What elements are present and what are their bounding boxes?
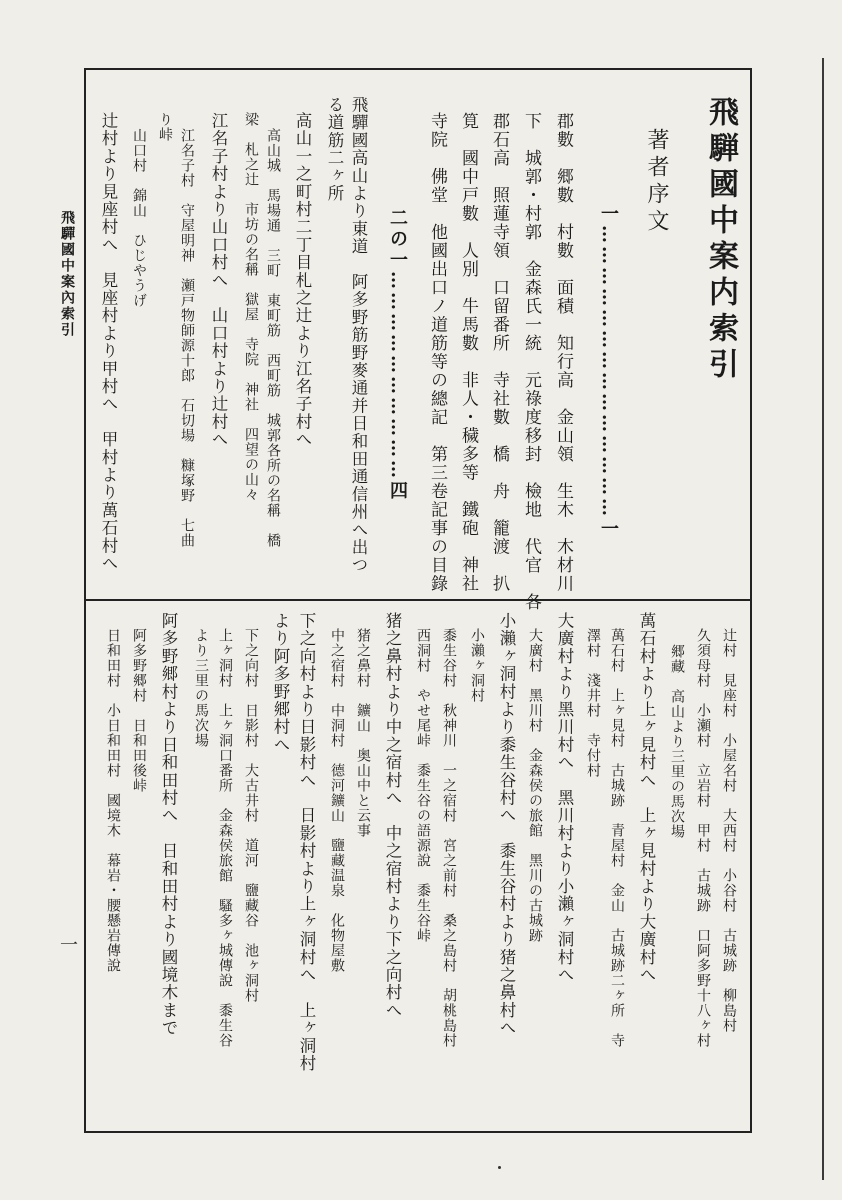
facing-page-rule: [822, 58, 824, 1180]
contents-line: る道筋二ヶ所: [325, 96, 344, 203]
page-title: 飛騨國中案内索引: [703, 96, 738, 384]
contents-line: 阿多野郷村 日和田後峠: [131, 628, 147, 793]
contents-line: 辻村 見座村 小屋名村 大西村 小谷村 古城跡 柳島村: [721, 628, 737, 1033]
running-header: 飛驒國中案內索引: [59, 210, 75, 338]
contents-line: 高山一之町村二丁目札之辻より江名子村へ: [293, 112, 312, 449]
contents-line: 高山城 馬場通 三町 東町筋 西町筋 城郭各所の名稱 橋: [265, 128, 281, 548]
contents-line: 山口村 錦山 ひじやうげ: [131, 128, 147, 308]
contents-line: 梁 札之辻 市坊の名稱 獄屋 寺院 神社 四望の山々: [243, 112, 259, 502]
contents-line: 小瀨ヶ洞村: [469, 628, 485, 703]
contents-line: 下 城郭・村郭 金森氏一統 元祿度移封 檢地 代官 各: [521, 112, 541, 612]
contents-line: 黍生谷村 秋神川 一之宿村 宮之前村 桑之島村 胡桃島村: [441, 628, 457, 1048]
page-number: 一: [57, 935, 78, 953]
contents-line: 西洞村 やせ尾峠 黍生谷の語源說 黍生谷峠: [415, 628, 431, 943]
contents-line: 下之向村より日影村へ 日影村より上ヶ洞村へ 上ヶ洞村: [297, 612, 316, 1073]
contents-line: 飛驒國高山より東道 阿多野筋野麥通并日和田通信州へ出つ: [349, 96, 368, 574]
contents-line: 上ヶ洞村 上ヶ洞口番所 金森侯旅館 騷多ヶ城傳說 黍生谷: [217, 628, 233, 1048]
contents-line: 萬石村 上ヶ見村 古城跡 青屋村 金山 古城跡二ヶ所 寺: [609, 628, 625, 1048]
contents-line: 日和田村 小日和田村 國境木 幕岩・腰懸岩傳說: [105, 628, 121, 973]
contents-line: 下之向村 日影村 大古井村 道河 鹽藏谷 池ヶ洞村: [243, 628, 259, 1003]
contents-line: 筧 國中戸數 人別 牛馬數 非人・穢多等 鐵砲 神社: [458, 112, 478, 593]
contents-line: 江名子村より山口村へ 山口村より辻村へ: [209, 112, 228, 449]
contents-line: 小瀨ヶ洞村より黍生谷村へ 黍生谷村より猪之鼻村へ: [497, 612, 516, 1037]
section-heading-2: 二の一…………………………四: [387, 208, 408, 502]
contents-line: 猪之鼻村より中之宿村へ 中之宿村より下之向村へ: [383, 612, 402, 1020]
section-heading-1: 一……………………………………一: [598, 204, 619, 540]
contents-line: 郷藏 高山より三里の馬次場: [669, 644, 685, 839]
contents-line: 大廣村より黑川村へ 黑川村より小瀨ヶ洞村へ: [555, 612, 574, 984]
contents-line: 辻村より見座村へ 見座村より甲村へ 甲村より萬石村へ: [99, 112, 118, 573]
contents-line: 江名子村 守屋明神 瀬戸物師源十郎 石切場 糠塚野 七曲: [179, 128, 195, 548]
contents-line: 萬石村より上ヶ見村へ 上ヶ見村より大廣村へ: [637, 612, 656, 984]
contents-line: 澤村 淺井村 寺付村: [585, 628, 601, 778]
ink-speck: [498, 1166, 501, 1169]
contents-line: 阿多野郷村より日和田村へ 日和田村より國境木まで: [159, 612, 178, 1037]
contents-line: 猪之鼻村 鑛山 奥山中と云事: [355, 628, 371, 838]
contents-line: 中之宿村 中洞村 德河鑛山 鹽藏温泉 化物屋敷: [329, 628, 345, 973]
contents-line: 郡數 郷數 村數 面積 知行高 金山領 生木 木材川: [553, 112, 573, 593]
contents-line: 大廣村 黑川村 金森侯の旅館 黑川の古城跡: [527, 628, 543, 943]
contents-line: より阿多野郷村へ: [271, 612, 290, 754]
horizontal-divider: [84, 599, 752, 601]
contents-line: 寺院 佛堂 他國出口ノ道筋等の總記 第三卷記事の目錄: [427, 112, 447, 593]
contents-line: より三里の馬次場: [193, 628, 209, 748]
contents-line: 久須母村 小瀬村 立岩村 甲村 古城跡 口阿多野十八ヶ村: [695, 628, 711, 1048]
contents-line: り峠: [157, 112, 173, 142]
contents-line: 郡石高 照蓮寺領 口留番所 寺社數 橋 舟 籠渡 扒: [489, 112, 509, 593]
preface-heading: 著者序文: [644, 128, 669, 236]
